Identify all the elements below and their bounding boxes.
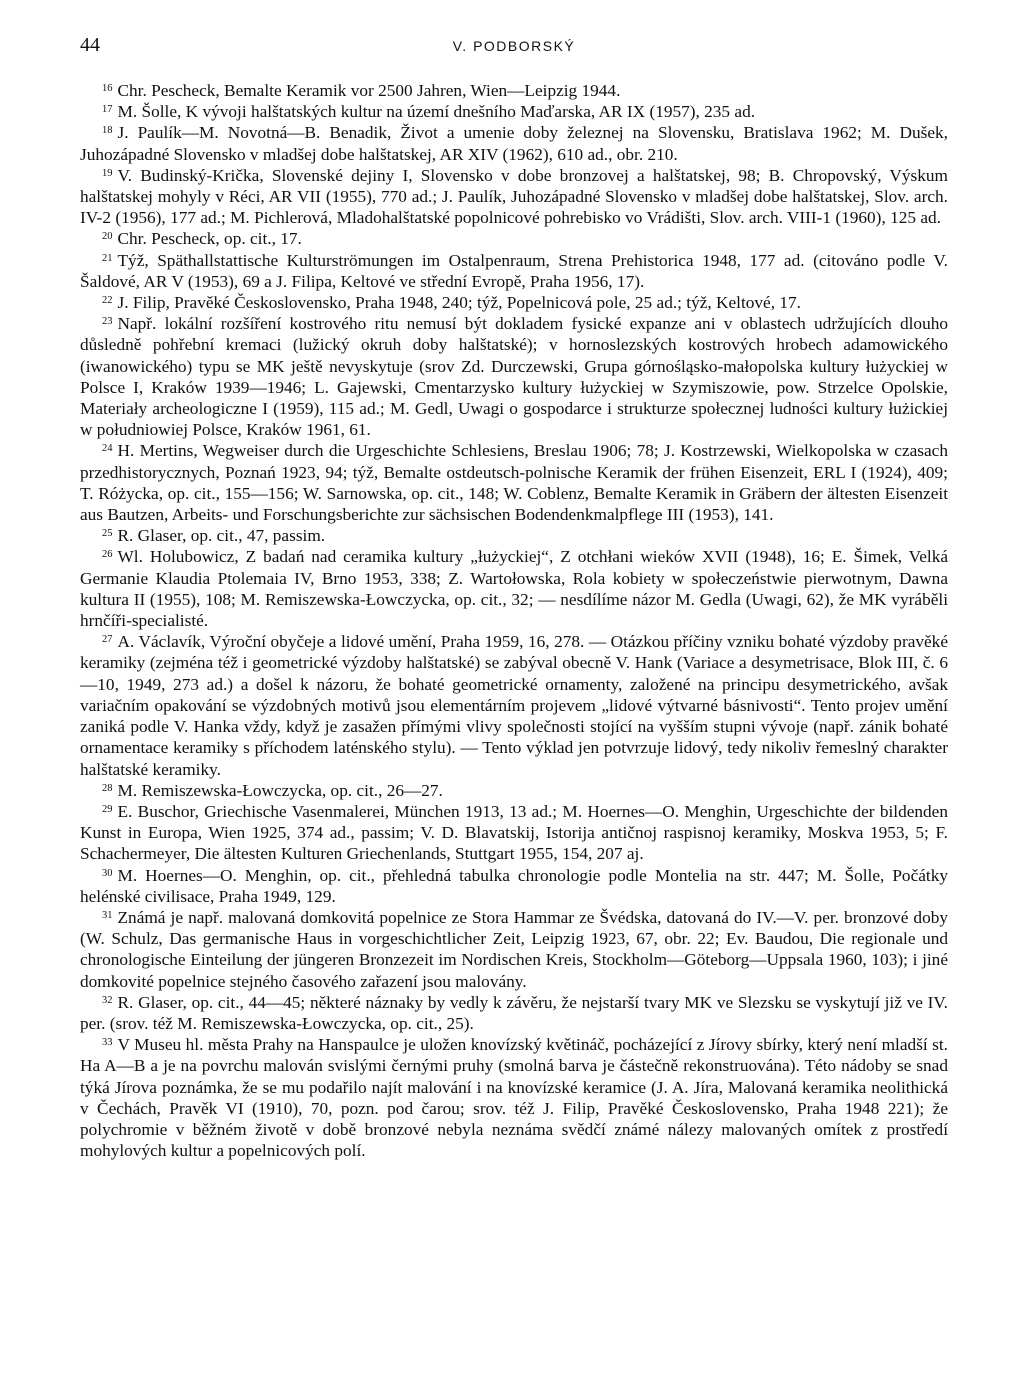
footnote	[80, 865, 948, 907]
footnote	[80, 101, 948, 122]
footnote-number: 30	[102, 867, 113, 879]
footnote-number: 16	[102, 83, 113, 94]
footnote-number: 25	[102, 528, 113, 540]
footnote-number: 31	[102, 909, 113, 921]
footnote	[80, 992, 948, 1034]
footnote-text: J. Paulík—M. Novotná—B. Benadik, Život a umenie doby železnej na Slovensku, Bratislava 1962; M. Dušek, Juhozápadné Slovensko v mladšej dobe halštatskej, AR XIV (1962), 610 ad., obr. 210.	[80, 123, 948, 164]
footnote-number: 32	[102, 994, 113, 1006]
footnote-text: Např. lokální rozšíření kostrového ritu nemusí být dokladem fysické expanze ani v oblastech udržujících dlouho důsledně pohřební kremaci (lužický okruh doby halštatské); v hornoslezských kostrových hrobech adamowického (iwanowického) typu se MK ještě nevyskytuje (srov Zd. Durczewski, Grupa górnośląsko-małopolska kultury łużyckiej w Polsce I, Kraków 1939—1946; L. Gajewski, Cmentarzysko kultury łużyckiej w Szymiszowie, pow. Strzelce Opolskie, Materiały archeologiczne I (1959), 115 ad.; M. Gedl, Uwagi o gospodarce i strukturze społecznej ludności kultury łużickiej w południowiej Polsce, Kraków 1961, 61.	[80, 314, 948, 440]
footnote	[80, 228, 948, 249]
footnote-text: A. Václavík, Výroční obyčeje a lidové umění, Praha 1959, 16, 278. — Otázkou příčiny vzniku bohaté výzdoby pravěké keramiky (zejména též i geometrické výzdoby halštatské) se zabýval obecně V. Hank (Variace a desymetrisace, Blok III, č. 6—10, 1949, 273 ad.) a došel k názoru, že bohaté geometrické ornamenty, založené na principu desymetrického, avšak variačním opakování se výzdobných motivů jsou elementárním projevem „lidové výtvarné básnivosti“. Tento projev umění zaniká podle V. Hanka vždy, když je zasažen přímými vlivy společnosti stojící na vyšším stupni vývoje (např. zánik bohaté ornamentace keramiky s příchodem laténského stylu). — Tento výklad jen potvrzuje lidový, tedy nikoliv řemeslný charakter halštatské keramiky.	[80, 632, 948, 779]
footnote-text: E. Buschor, Griechische Vasenmalerei, München 1913, 13 ad.; M. Hoernes—O. Menghin, Urgeschichte der bildenden Kunst in Europa, Wien 1925, 374 ad., passim; V. D. Blavatskij, Istorija antičnoj raspisnoj keramiky, Moskva 1953, 5; F. Schachermeyer, Die ältesten Kulturen Griechenlands, Stuttgart 1955, 154, 207 aj.	[80, 801, 948, 864]
footnote-text: Chr. Pescheck, Bemalte Keramik vor 2500 Jahren, Wien—Leipzig 1944.	[117, 81, 621, 100]
footnote-text: Chr. Pescheck, op. cit., 17.	[117, 229, 302, 249]
footnote-number: 26	[102, 549, 113, 561]
footnote-number: 24	[102, 443, 113, 455]
footnote	[80, 1034, 948, 1161]
footnote	[80, 250, 948, 292]
footnote	[80, 313, 948, 440]
footnote	[80, 122, 948, 164]
footnote-text: M. Hoernes—O. Menghin, op. cit., přehledná tabulka chronologie podle Montelia na str. 447; M. Šolle, Počátky helénské civilisace, Praha 1949, 129.	[80, 865, 948, 906]
footnote-text: Známá je např. malovaná domkovitá popelnice ze Stora Hammar ze Švédska, datovaná do IV.—V. per. bronzové doby (W. Schulz, Das germanische Haus in vorgeschichtlicher Zeit, Leipzig 1923, 67, obr. 22; Ev. Baudou, Die regionale und chronologische Einteilung der jüngeren Bronzezeit im Nordischen Kreis, Stockholm—Göteborg—Uppsala 1960, 103); i jiné domkovité popelnice stejného časového zařazení jsou malovány.	[80, 907, 948, 991]
footnote	[80, 80, 948, 101]
footnote-text: Wl. Holubowicz, Z badań nad ceramika kultury „łużyckiej“, Z otchłani wieków XVII (1948), 16; E. Šimek, Velká Germanie Klaudia Ptolemaia IV, Brno 1953, 338; Z. Wartołowska, Rola kobiety w społeczeństwie pierwotnym, Dawna kultura II (1955), 108; M. Remiszewska-Łowczycka, op. cit., 32; — nesdílíme názor M. Gedla (Uwagi, 62), že MK vyráběli hrnčíři-specialisté.	[80, 547, 948, 631]
footnote	[80, 801, 948, 865]
footnote-text: R. Glaser, op. cit., 47, passim.	[117, 526, 326, 546]
footnote-number: 23	[102, 316, 113, 328]
footnote	[80, 631, 948, 779]
footnotes	[80, 80, 948, 1161]
footnote	[80, 780, 948, 801]
footnote	[80, 907, 948, 992]
footnote-number: 18	[102, 125, 113, 137]
footnote	[80, 546, 948, 631]
footnote-text: R. Glaser, op. cit., 44—45; některé náznaky by vedly k závěru, že nejstarší tvary MK ve Slezsku se vyskytují již ve IV. per. (srov. též M. Remiszewska-Łowczycka, op. cit., 25).	[80, 992, 948, 1033]
footnote-text: M. Remiszewska-Łowczycka, op. cit., 26—27.	[117, 780, 443, 800]
footnote-number: 17	[102, 104, 113, 116]
footnote	[80, 165, 948, 229]
footnote-text: V Museu hl. města Prahy na Hanspaulce je uložen knovízský květináč, pocházející z Jírovy sbírky, který není mladší st. Ha A—B a je na povrchu malován svislými černými pruhy (smolná barva je částečně rekonstruována). Této nádoby se snad týká Jírova poznámka, že se mu podařilo najít malování i na knovízské keramice (J. A. Jíra, Malovaná keramika neolithická v Čechách, Pravěk VI (1910), 70, pozn. pod čarou; srov. též J. Filip, Pravěké Československo, Praha 1948 221); že polychromie v běžném životě v době bronzové nebyla neznáma svědčí známé nálezy malovaných omítek z prostředí mohylových kultur a popelnicových polí.	[80, 1035, 948, 1161]
footnote-text: H. Mertins, Wegweiser durch die Urgeschichte Schlesiens, Breslau 1906; 78; J. Kostrzewski, Wielkopolska w czasach przedhistorycznych, Poznań 1923, 94; týž, Bemalte ostdeutsch-polnische Keramik der frühen Eisenzeit, ERL I (1924), 409; T. Różycka, op. cit., 155—156; W. Sarnowska, op. cit., 148; W. Coblenz, Bemalte Keramik in Gräbern der ältesten Eisenzeit aus Bautzen, Arbeits- und Forschungsberichte zur sächsischen Bodendenkmalpflege III (1953), 141.	[80, 441, 948, 525]
footnote-number: 22	[102, 295, 113, 307]
footnote-number: 29	[102, 803, 113, 815]
footnote-text: M. Šolle, K vývoji halštatských kultur na území dnešního Maďarska, AR IX (1957), 235 ad.	[117, 102, 756, 122]
footnote-text: Týž, Späthallstattische Kulturströmungen im Ostalpenraum, Strena Prehistorica 1948, 177 ad. (citováno podle V. Šaldové, AR V (1953), 69 a J. Filipa, Keltové ve střední Evropě, Praha 1956, 17).	[80, 250, 948, 291]
footnote	[80, 525, 948, 546]
footnote-text: J. Filip, Pravěké Československo, Praha 1948, 240; týž, Popelnicová pole, 25 ad.; týž, Keltové, 17.	[117, 293, 801, 313]
page-header	[80, 34, 948, 58]
page-number: 44	[80, 34, 100, 56]
footnote-number: 21	[102, 252, 113, 264]
footnote-number: 20	[102, 231, 113, 243]
footnote	[80, 440, 948, 525]
footnote-text: V. Budinský-Krička, Slovenské dejiny I, Slovensko v dobe bronzovej a halštatskej, 98; B. Chropovský, Výskum halštatskej mohyly v Réci, AR VII (1955), 770 ad.; J. Paulík, Juhozápadné Slovensko v mladšej dobe halštatskej, Slov. arch. IV-2 (1956), 177 ad.; M. Pichlerová, Mladohalštatské popolnicové pohrebisko vo Vrádišti, Slov. arch. VIII-1 (1960), 125 ad.	[80, 165, 948, 228]
footnote-number: 27	[102, 634, 113, 646]
footnote-number: 19	[102, 167, 113, 179]
footnote-number: 28	[102, 782, 113, 794]
footnote-number: 33	[102, 1037, 113, 1049]
footnote	[80, 292, 948, 313]
running-head: V. PODBORSKÝ	[452, 38, 576, 54]
